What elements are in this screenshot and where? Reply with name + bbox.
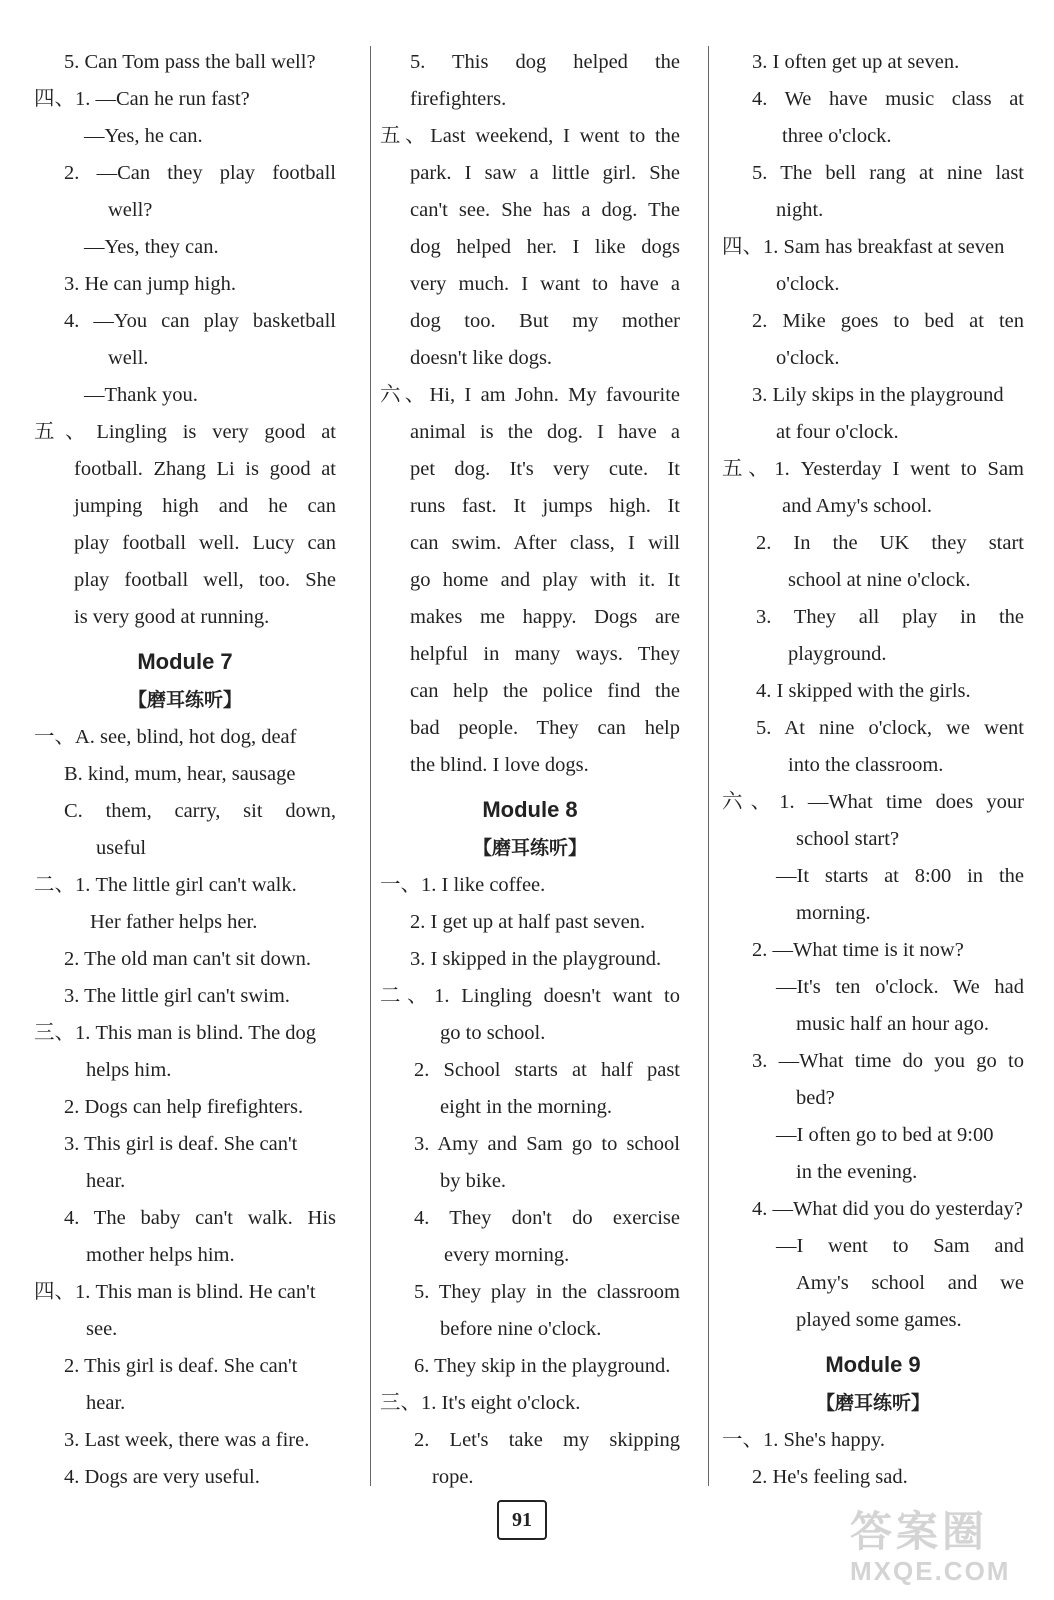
module-heading: Module 9 — [825, 1352, 921, 1377]
answer-line: —It's ten o'clock. We had — [776, 976, 1024, 998]
column-middle — [380, 44, 680, 1496]
answer-line: —I went to Sam and — [776, 1235, 1024, 1257]
module-heading: Module 8 — [482, 797, 578, 822]
answer-line: see. — [86, 1318, 118, 1340]
answer-line: useful — [96, 837, 147, 859]
answer-line: 5. They play in the classroom — [414, 1281, 680, 1303]
answer-line: 三、1. It's eight o'clock. — [380, 1392, 581, 1414]
answer-line: animal is the dog. I have a — [410, 421, 680, 443]
answer-line: every morning. — [444, 1244, 570, 1266]
answer-line: 6. They skip in the playground. — [414, 1355, 671, 1377]
answer-line: makes me happy. Dogs are — [410, 606, 680, 628]
answer-line: 2. Dogs can help firefighters. — [64, 1096, 304, 1118]
answer-line: 4. The baby can't walk. His — [64, 1207, 336, 1229]
answer-line: doesn't like dogs. — [410, 347, 553, 369]
answer-line: mother helps him. — [86, 1244, 235, 1266]
watermark-text: 答案圈 — [850, 1508, 989, 1555]
answer-line: well? — [108, 199, 153, 221]
answer-line: 六、1. —What time does your — [722, 791, 1024, 813]
answer-line: Amy's school and we — [796, 1272, 1024, 1294]
answer-line: —It starts at 8:00 in the — [776, 865, 1024, 887]
answer-line: 3. They all play in the — [756, 606, 1024, 628]
answer-line: 2. In the UK they start — [756, 532, 1024, 554]
answer-line: —Yes, he can. — [84, 125, 203, 147]
answer-line: 2. Let's take my skipping — [414, 1429, 680, 1451]
answer-line: go home and play with it. It — [410, 569, 680, 591]
answer-line: bad people. They can help — [410, 717, 680, 739]
answer-line: o'clock. — [776, 273, 840, 295]
answer-line: well. — [108, 347, 149, 369]
answer-line: hear. — [86, 1392, 126, 1414]
answer-line: 4. —What did you do yesterday? — [752, 1198, 1023, 1220]
answer-line: 2. The old man can't sit down. — [64, 948, 312, 970]
page-number: 91 — [497, 1500, 547, 1540]
answer-line: 4. They don't do exercise — [414, 1207, 680, 1229]
answer-line: park. I saw a little girl. She — [410, 162, 680, 184]
answer-line: 五、Last weekend, I went to the — [380, 125, 680, 147]
answer-line: dog too. But my mother — [410, 310, 680, 332]
answer-line: C. them, carry, sit down, — [64, 800, 336, 822]
answer-line: 3. This girl is deaf. She can't — [64, 1133, 298, 1155]
answer-line: o'clock. — [776, 347, 840, 369]
answer-line: 2. I get up at half past seven. — [410, 911, 646, 933]
answer-line: 六、Hi, I am John. My favourite — [380, 384, 680, 406]
answer-line: bed? — [796, 1087, 835, 1109]
section-subheading: 【磨耳练听】 — [127, 689, 242, 711]
answer-line: 3. Lily skips in the playground — [752, 384, 1004, 406]
answer-line: 5. This dog helped the — [410, 51, 680, 73]
answer-line: play football well, too. She — [74, 569, 336, 591]
answer-line: 2. This girl is deaf. She can't — [64, 1355, 298, 1377]
answer-line: 3. —What time do you go to — [752, 1050, 1024, 1072]
answer-line: 五、Lingling is very good at — [34, 421, 336, 443]
answer-line: 二、1. The little girl can't walk. — [34, 874, 297, 896]
answer-line: —I often go to bed at 9:00 — [776, 1124, 994, 1146]
answer-line: 3. He can jump high. — [64, 273, 236, 295]
answer-line: 四、1. This man is blind. He can't — [34, 1281, 316, 1303]
answer-line: jumping high and he can — [74, 495, 336, 517]
answer-line: 2. Mike goes to bed at ten — [752, 310, 1024, 332]
answer-line: 4. I skipped with the girls. — [756, 680, 971, 702]
watermark-logo — [850, 1508, 1030, 1588]
answer-line: 2. —Can they play football — [64, 162, 336, 184]
answer-line: firefighters. — [410, 88, 507, 110]
answer-line: the blind. I love dogs. — [410, 754, 589, 776]
answer-line: 四、1. —Can he run fast? — [34, 88, 250, 110]
answer-line: 3. Last week, there was a fire. — [64, 1429, 310, 1451]
answer-line: —Yes, they can. — [84, 236, 219, 258]
answer-line: 一、A. see, blind, hot dog, deaf — [34, 726, 297, 748]
answer-line: football. Zhang Li is good at — [74, 458, 336, 480]
answer-line: at four o'clock. — [776, 421, 899, 443]
answer-line: rope. — [432, 1466, 474, 1488]
answer-line: 五、1. Yesterday I went to Sam — [722, 458, 1024, 480]
answer-line: very much. I want to have a — [410, 273, 680, 295]
answer-line: B. kind, mum, hear, sausage — [64, 763, 296, 785]
answer-line: night. — [776, 199, 824, 221]
answer-line: school at nine o'clock. — [788, 569, 971, 591]
answer-line: pet dog. It's very cute. It — [410, 458, 680, 480]
section-subheading: 【磨耳练听】 — [815, 1392, 930, 1414]
answer-line: —Thank you. — [84, 384, 198, 406]
answer-line: 四、1. Sam has breakfast at seven — [722, 236, 1005, 258]
answer-line: 4. Dogs are very useful. — [64, 1466, 260, 1488]
answer-line: 3. I often get up at seven. — [752, 51, 960, 73]
answer-line: 4. —You can play basketball — [64, 310, 336, 332]
answer-line: go to school. — [440, 1022, 546, 1044]
answer-line: 一、1. She's happy. — [722, 1429, 885, 1451]
answer-line: can't see. She has a dog. The — [410, 199, 680, 221]
module-heading: Module 7 — [137, 649, 233, 674]
answer-line: 2. He's feeling sad. — [752, 1466, 908, 1488]
answer-line: 一、1. I like coffee. — [380, 874, 546, 896]
answer-line: 3. The little girl can't swim. — [64, 985, 290, 1007]
answer-line: morning. — [796, 902, 871, 924]
watermark-url: MXQE.COM — [850, 1556, 1011, 1586]
answer-line: runs fast. It jumps high. It — [410, 495, 680, 517]
answer-line: Her father helps her. — [90, 911, 258, 933]
answer-line: and Amy's school. — [782, 495, 933, 517]
answer-line: school start? — [796, 828, 900, 850]
answer-line: eight in the morning. — [440, 1096, 612, 1118]
section-subheading: 【磨耳练听】 — [472, 837, 587, 859]
column-left — [34, 44, 336, 1496]
answer-line: playground. — [788, 643, 887, 665]
answer-line: 3. Amy and Sam go to school — [414, 1133, 680, 1155]
answer-line: 4. We have music class at — [752, 88, 1024, 110]
answer-line: can help the police find the — [410, 680, 680, 702]
answer-line: into the classroom. — [788, 754, 944, 776]
answer-line: by bike. — [440, 1170, 507, 1192]
answer-line: is very good at running. — [74, 606, 270, 628]
answer-line: played some games. — [796, 1309, 962, 1331]
answer-line: helps him. — [86, 1059, 172, 1081]
answer-line: music half an hour ago. — [796, 1013, 989, 1035]
answer-line: before nine o'clock. — [440, 1318, 602, 1340]
answer-line: 2. School starts at half past — [414, 1059, 680, 1081]
answer-line: dog helped her. I like dogs — [410, 236, 680, 258]
column-right — [722, 44, 1024, 1496]
answer-line: hear. — [86, 1170, 126, 1192]
answer-line: 5. At nine o'clock, we went — [756, 717, 1024, 739]
answer-line: can swim. After class, I will — [410, 532, 680, 554]
answer-line: 2. —What time is it now? — [752, 939, 964, 961]
answer-line: three o'clock. — [782, 125, 892, 147]
answer-line: play football well. Lucy can — [74, 532, 336, 554]
answer-line: 5. Can Tom pass the ball well? — [64, 51, 316, 73]
answer-line: in the evening. — [796, 1161, 918, 1183]
answer-line: 二、1. Lingling doesn't want to — [380, 985, 680, 1007]
answer-line: 三、1. This man is blind. The dog — [34, 1022, 317, 1044]
answer-line: 5. The bell rang at nine last — [752, 162, 1024, 184]
column-divider — [708, 46, 709, 1486]
column-divider — [370, 46, 371, 1486]
answer-line: 3. I skipped in the playground. — [410, 948, 662, 970]
answer-line: helpful in many ways. They — [410, 643, 680, 665]
